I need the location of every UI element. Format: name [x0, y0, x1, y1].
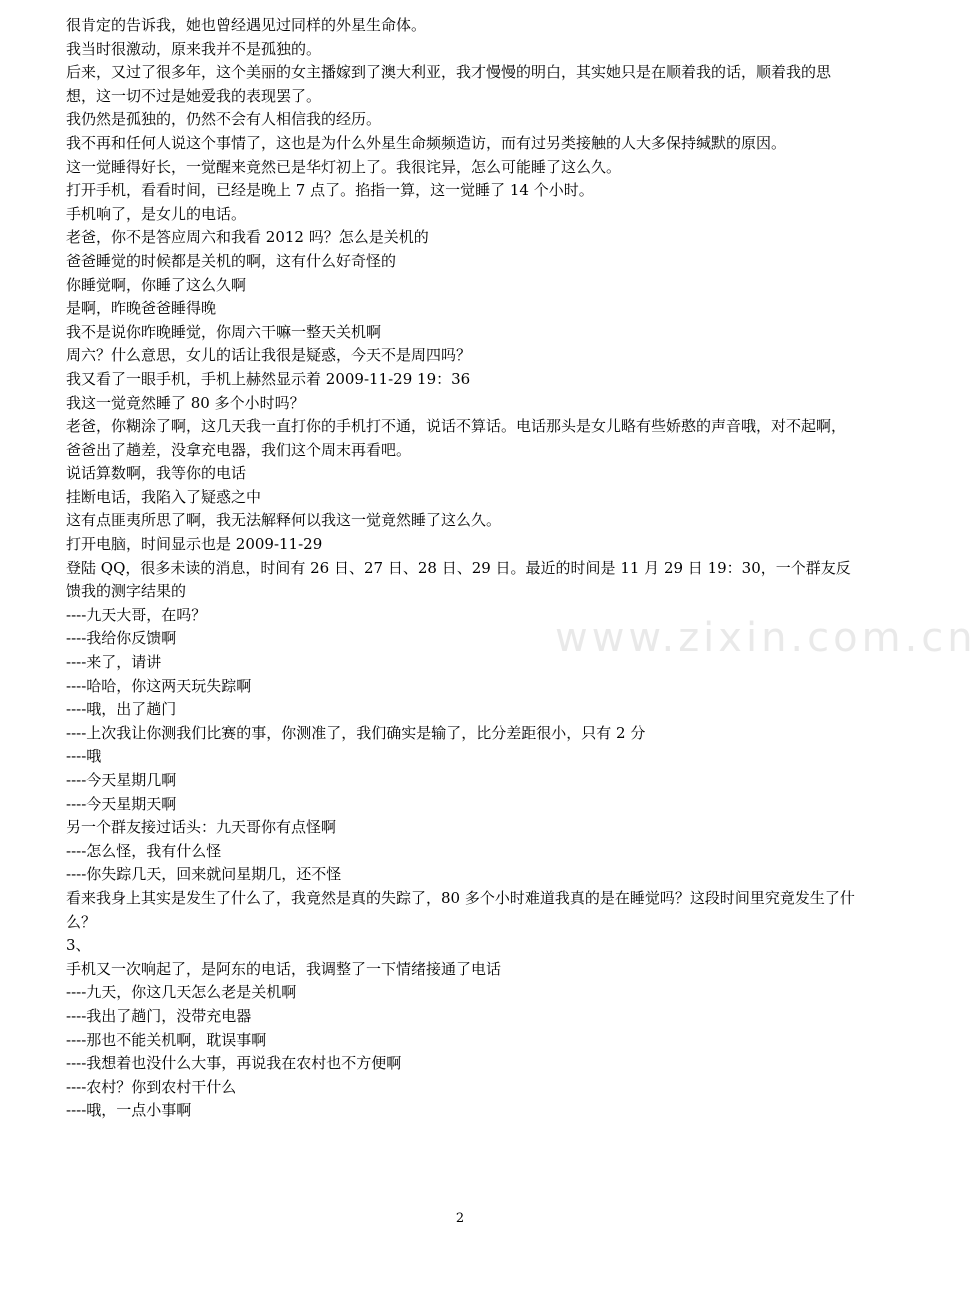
- paragraph: ----那也不能关机啊，耽误事啊: [66, 1030, 267, 1049]
- paragraph: 很肯定的告诉我，她也曾经遇见过同样的外星生命体。: [66, 16, 427, 34]
- paragraph: ----你失踪几天，回来就问星期几，还不怪: [66, 865, 342, 884]
- paragraph: 另一个群友接过话头：九天哥你有点怪啊: [66, 818, 337, 837]
- paragraph: 打开电脑，时间显示也是 2009-11-29: [66, 535, 323, 554]
- paragraph: ----农村？你到农村干什么: [66, 1077, 237, 1096]
- paragraph: ----哦，一点小事啊: [66, 1101, 192, 1120]
- paragraph: ----上次我让你测我们比赛的事，你测准了，我们确实是输了，比分差距很小，只有 2 分: [66, 723, 646, 742]
- paragraph: 老爸，你糊涂了啊，这几天我一直打你的手机打不通，说话不算话。电话那头是女儿略有些娇憨的声音哦，对不起啊，爸爸出了趟差，没拿充电器，我们这个周末再看吧。: [66, 417, 847, 459]
- paragraph: ----哈哈，你这两天玩失踪啊: [66, 676, 252, 695]
- paragraph: 3、: [66, 936, 91, 955]
- paragraph: 这一觉睡得好长，一觉醒来竟然已是华灯初上了。我很诧异，怎么可能睡了这么久。: [66, 157, 622, 176]
- paragraph: 手机响了，是女儿的电话。: [66, 204, 247, 223]
- paragraph: 打开手机，看看时间，已经是晚上 7 点了。掐指一算，这一觉睡了 14 个小时。: [66, 181, 594, 200]
- paragraph: ----我想着也没什么大事，再说我在农村也不方便啊: [66, 1054, 402, 1073]
- watermark: www.zixin.com.cn: [555, 615, 977, 661]
- paragraph: 后来，又过了很多年，这个美丽的女主播嫁到了澳大利亚，我才慢慢的明白，其实她只是在顺着我的话，顺着我的思想，这一切不过是她爱我的表现罢了。: [66, 63, 832, 105]
- paragraph: 我这一觉竟然睡了 80 多个小时吗？: [66, 393, 305, 412]
- paragraph: 手机又一次响起了，是阿东的电话，我调整了一下情绪接通了电话: [66, 959, 502, 978]
- paragraph: 你睡觉啊，你睡了这么久啊: [66, 275, 247, 294]
- paragraph: ----九天大哥，在吗？: [66, 605, 207, 624]
- paragraph: 我当时很激动，原来我并不是孤独的。: [66, 39, 322, 58]
- document-body: [66, 14, 856, 1123]
- paragraph: 登陆 QQ，很多未读的消息，时间有 26 日、27 日、28 日、29 日。最近的时间是 11 月 29 日 19：30，一个群友反馈我的测字结果的: [66, 558, 851, 601]
- paragraph: 周六？什么意思，女儿的话让我很是疑惑，今天不是周四吗？: [66, 346, 472, 365]
- page-number: 2: [455, 1211, 465, 1226]
- paragraph: ----我给你反馈啊: [66, 629, 177, 648]
- paragraph: ----怎么怪，我有什么怪: [66, 841, 222, 860]
- paragraph: ----哦，出了趟门: [66, 700, 177, 719]
- paragraph: ----九天，你这几天怎么老是关机啊: [66, 983, 297, 1002]
- paragraph: 挂断电话，我陷入了疑惑之中: [66, 487, 262, 506]
- paragraph: 说话算数啊，我等你的电话: [66, 464, 247, 483]
- paragraph: 我又看了一眼手机，手机上赫然显示着 2009-11-29 19：36: [66, 369, 471, 388]
- paragraph: 是啊，昨晚爸爸睡得晚: [66, 299, 217, 318]
- paragraph: 我仍然是孤独的，仍然不会有人相信我的经历。: [66, 110, 382, 129]
- paragraph: ----今天星期天啊: [66, 794, 177, 813]
- paragraph: 这有点匪夷所思了啊，我无法解释何以我这一觉竟然睡了这么久。: [66, 511, 502, 530]
- paragraph: ----来了，请讲: [66, 653, 162, 672]
- paragraph: 爸爸睡觉的时候都是关机的啊，这有什么好奇怪的: [66, 251, 397, 270]
- paragraph: 老爸，你不是答应周六和我看 2012 吗？怎么是关机的: [66, 228, 429, 247]
- paragraph: ----我出了趟门，没带充电器: [66, 1006, 252, 1025]
- paragraph: 我不再和任何人说这个事情了，这也是为什么外星生命频频造访，而有过另类接触的人大多保持缄默的原因。: [66, 133, 787, 152]
- paragraph: ----哦: [66, 747, 102, 766]
- paragraph: 我不是说你昨晚睡觉，你周六干嘛一整天关机啊: [66, 322, 382, 341]
- paragraph: ----今天星期几啊: [66, 771, 177, 789]
- paragraph: 看来我身上其实是发生了什么了，我竟然是真的失踪了，80 多个小时难道我真的是在睡觉吗？这段时间里究竟发生了什么？: [66, 888, 855, 931]
